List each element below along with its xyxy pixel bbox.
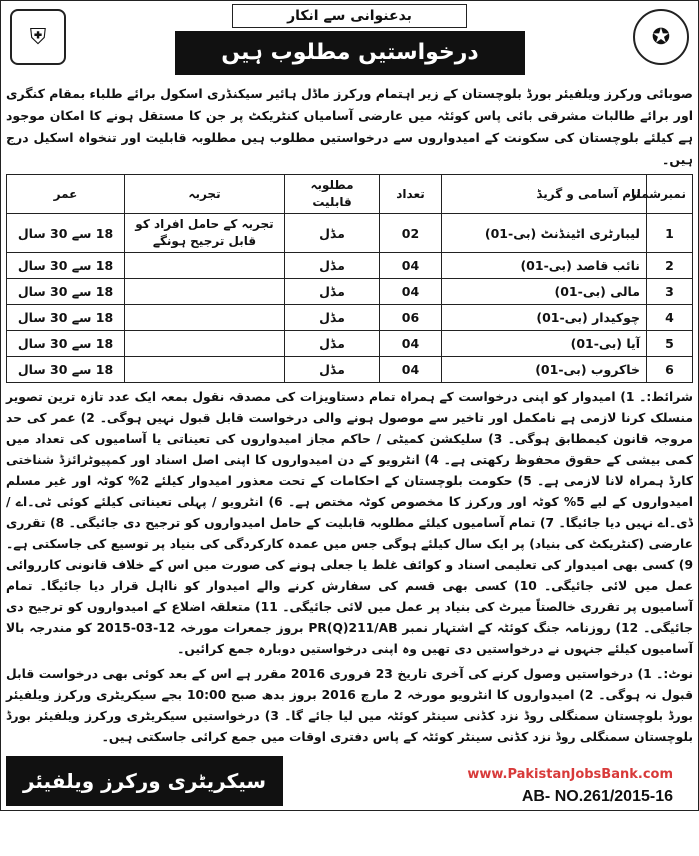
cell-post: مالی (بی-01) [442,279,647,305]
cell-post: نائب قاصد (بی-01) [442,253,647,279]
cell-serial: 4 [647,305,693,331]
header-age: عمر [7,175,125,214]
cell-experience [125,331,285,357]
cell-count: 04 [380,279,442,305]
left-emblem-logo: ⛨ [10,9,66,65]
cell-count: 06 [380,305,442,331]
cell-experience [125,305,285,331]
header-experience: تجربہ [125,175,285,214]
cell-serial: 3 [647,279,693,305]
ad-number: AB- NO.261/2015-16 [521,788,673,805]
footer-right [467,767,693,806]
cell-experience: تجربہ کے حامل افراد کو قابل ترجیح ہونگے [125,214,285,253]
ad-footer [6,756,693,843]
cell-experience [125,253,285,279]
cell-count: 04 [380,253,442,279]
cell-serial: 1 [647,214,693,253]
cell-experience [125,357,285,383]
right-emblem-logo: ✪ [633,9,689,65]
cell-serial: 6 [647,357,693,383]
note-text: نوٹ:۔ 1) درخواستیں وصول کرنے کی آخری تاریخ 23 فروری 2016 مقرر ہے اس کے بعد کوئی بھی درخواست قابل قبول نہ ہوگی۔ 2) امیدواروں کا انٹرویو مورخہ 2 مارچ 2016 بروز بدھ صبح 10:00 بجے سیکریٹری ورکرز ویلفیئر بورڈ بلوچستان سمنگلی روڈ نزد کڈنی سینٹر کوئٹہ میں لیا جائے گا۔ 3) درخواستیں سیکریٹری ورکرز ویلفیئر بورڈ بلوچستان سمنگلی روڈ نزد کڈنی سینٹر کوئٹہ کے پاس دفتری اوقات میں جمع کرائی جاسکتی ہیں۔ [6,667,693,744]
page-title: درخواستیں مطلوب ہیں [175,31,525,75]
cell-age: 18 سے 30 سال [7,305,125,331]
cell-qualification: مڈل [285,331,380,357]
cell-post: آیا (بی-01) [442,331,647,357]
header-count: تعداد [380,175,442,214]
cell-count: 02 [380,214,442,253]
cell-age: 18 سے 30 سال [7,253,125,279]
cell-count: 04 [380,357,442,383]
ad-header [6,1,693,83]
table-row [7,357,693,383]
table-row [7,253,693,279]
table-row [7,279,693,305]
cell-age: 18 سے 30 سال [7,279,125,305]
table-row [7,214,693,253]
watermark: www.PakistanJobsBank.com [467,767,673,782]
table-row [7,331,693,357]
cell-qualification: مڈل [285,253,380,279]
cell-age: 18 سے 30 سال [7,214,125,253]
cell-post: لیبارٹری اٹینڈنٹ (بی-01) [442,214,647,253]
header-post: نام آسامی و گریڈ [442,175,647,214]
cell-post: چوکیدار (بی-01) [442,305,647,331]
positions-table [6,174,693,383]
cell-serial: 5 [647,331,693,357]
cell-qualification: مڈل [285,214,380,253]
cell-post: خاکروب (بی-01) [442,357,647,383]
cell-serial: 2 [647,253,693,279]
header-serial: نمبرشمار [647,175,693,214]
cell-qualification: مڈل [285,279,380,305]
conditions-text: شرائط:۔ 1) امیدوار کو اپنی درخواست کے ہمراہ تمام دستاویزات کی مصدقہ نقول بمعہ ایک عدد تازہ ترین تصویر منسلک کرنا لازمی ہے نامکمل اور تاخیر سے موصول ہونے والی درخواست قابل قبول نہیں ہوگی۔ 2) عمر کی حد مروجہ قانون کیمطابق ہوگی۔ 3) سلیکشن کمیٹی / حاکم مجاز امیدواروں کی تعیناتی یا آسامیوں کی تعداد میں کمی بیشی کے حقوق محفوظ رکھتی ہے۔ 4) انٹرویو کے دن امیدواروں کا اپنی اصل اسناد اور کمپیوٹرائزڈ شناختی کارڈ ہمراہ لانا لازمی ہے۔ 5) حکومت بلوچستان کے احکامات کے تحت معذور امیدوار کیلئے 2% کوٹہ اور غیر مسلم امیدواروں کے لیے 5% کوٹہ اور ورکرز کا مخصوص کوٹہ مختص ہے۔ 6) انٹرویو / پہلی تعیناتی کیلئے کوئی ٹی۔اے / ڈی۔اے نہیں دیا جائیگا۔ 7) تمام آسامیوں کیلئے مطلوبہ قابلیت کے حامل امیدواروں کو ترجیح دی جائیگی۔ 8) تقرری عارضی (کنٹریکٹ کی بنیاد) پر ایک سال کیلئے ہوگی جس میں عمدہ کارکردگی کی بنیاد پر توسیع کی جاسکتی ہے۔ 9) کسی بھی امیدوار کی تعلیمی اسناد و کوائف غلط یا جعلی ہونے کی صورت میں اس کے خلاف قانونی کارروائی عمل میں لائی جائیگی۔ 10) کسی بھی قسم کی سفارش کرنے والے امیدوار کو نااہل قرار دیا جائیگا۔ تمام آسامیوں پر تقرری خالصتاً میرٹ کی بنیاد پر عمل میں لائی جائیگی۔ 11) متعلقہ اضلاع کے امیدواروں کو ترجیح دی جائیگی۔ 12) روزنامہ جنگ کوئٹہ کے اشتہار نمبر PR(Q)211/AB بروز جمعرات مورخہ 12-03-2015 کو مندرجہ بالا آسامیوں کیلئے جنہوں نے درخواستیں دی تھیں وہ اپنی درخواستیں دوبارہ جمع کرائیں۔ [6,390,694,656]
slogan: بدعنوانی سے انکار [232,4,467,28]
cell-age: 18 سے 30 سال [7,331,125,357]
cell-experience [125,279,285,305]
table-row [7,305,693,331]
table-header-row [7,175,693,214]
cell-qualification: مڈل [285,305,380,331]
signatory-box: سیکریٹری ورکرز ویلفیئر بورڈ بلوچستان [6,756,283,806]
cell-age: 18 سے 30 سال [7,357,125,383]
cell-qualification: مڈل [285,357,380,383]
cell-count: 04 [380,331,442,357]
intro-paragraph: صوبائی ورکرز ویلفیئر بورڈ بلوچستان کے زیر اہتمام ورکرز ماڈل ہائیر سیکنڈری اسکول برائے طلباء بمقام کنگری اور برائے طالبات مشرقی بائی پاس کوئٹہ میں عارضی آسامیاں کنٹریکٹ پر جن کا مستقل ہونے کا امکان موجود ہے کیلئے بلوچستان کی سکونت کے امیدواروں سے درخواستیں مطلوب ہیں مطلوبہ قابلیت اور تنخواہ اسکیل درج ہیں۔ [6,86,693,167]
header-qualification: مطلوبہ قابلیت [285,175,380,214]
